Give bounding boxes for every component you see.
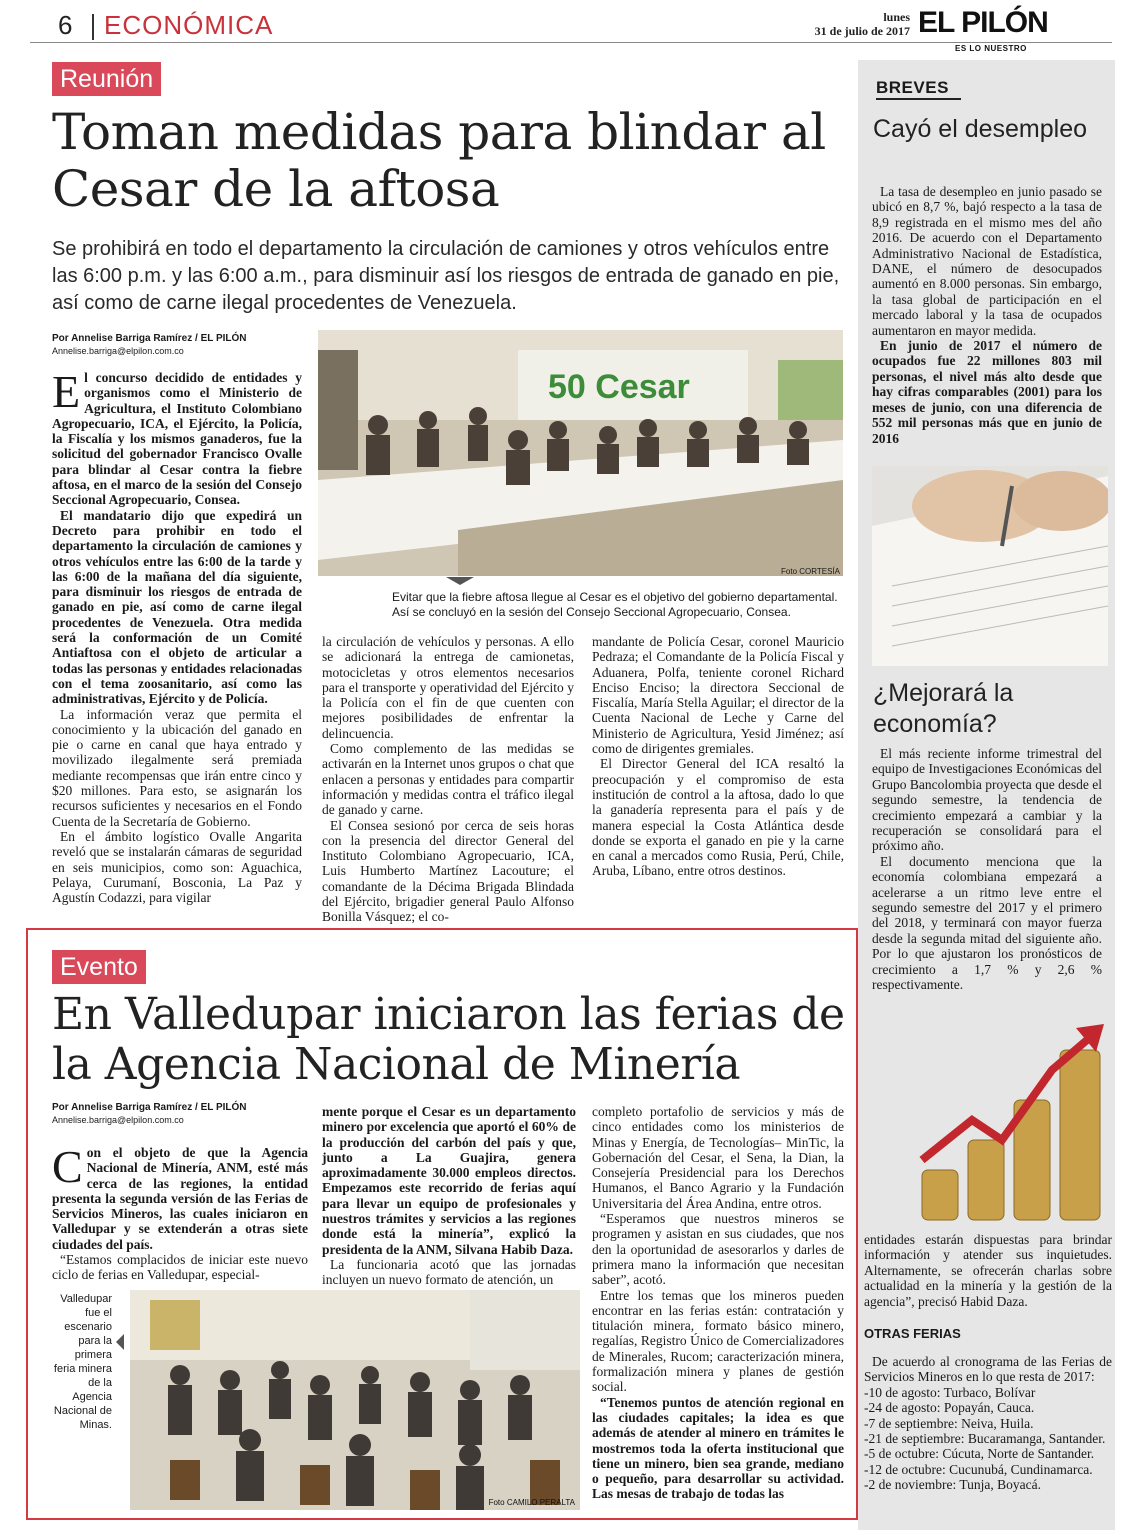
article2-headline: En Valledupar iniciaron las ferias de la Agencia Nacional de Minería <box>52 989 845 1090</box>
section-title: ECONÓMICA <box>104 10 274 40</box>
meeting-photo-art <box>318 330 843 576</box>
paragraph: La información veraz que permita el conocimiento y la ubicación del ganado en pie o carne en canal que haya entrado y movilizado ilegalmente será premiada mediante recompensas que irán entre cinco y $20 millones. Para esto, se asignarán los recursos suficientes y necesarios en el Fondo Cuenta de la Secretaría de Gobierno. <box>52 706 302 829</box>
article2-photo-caption: Valledupar fue el escenario para la primera feria minera de la Agencia Nacional de Minas. <box>53 1293 112 1431</box>
photo-sign-text: 50 Cesar <box>548 368 690 406</box>
brief1-body <box>872 184 1102 446</box>
paragraph: De acuerdo al cronograma de las Ferias de Servicios Mineros en lo que resta de 2017: <box>864 1354 1112 1385</box>
list-item: -21 de septiembre: Bucaramanga, Santander. <box>864 1431 1106 1447</box>
article2-column-1 <box>52 1141 308 1283</box>
meeting-photo <box>318 330 843 576</box>
caption-pointer-icon <box>116 1334 124 1350</box>
paragraph: El Director General del ICA resaltó la preocupación y el compromiso de esta institución de control a la aftosa, dado lo que la ganadería representa para el país y de manera especial la Costa Atlántica desde donde se exporta el ganado en pie y la carne en canal a mercados como Rusia, Perú, Chile, Aruba, Líbano, entre otros destinos. <box>592 756 844 879</box>
drop-cap: C <box>52 1141 83 1192</box>
paragraph: La tasa de desempleo en junio pasado se ubicó en 8,7 %, bajó respecto a la tasa de 8,9 registrada en el mismo mes del año 2016. De acuerdo con el Departamento Administrativo Nacional de Estadística, DANE, el número de desocupados aumentó en 8.000 personas. Sin embargo, la tasa global de participación en el mercado laboral y la tasa de ocupados aumentaron en mayor medida. <box>872 184 1102 338</box>
paragraph: El más reciente informe trimestral del equipo de Investigaciones Económicas del Grupo Bancolombia proyecta que desde el segundo semestre, la tendencia de crecimiento empezará a cambiar y la recuperación se consolidará para el próximo año. <box>872 746 1102 854</box>
paragraph: “Tenemos puntos de atención regional en las ciudades capitales; la idea es que además de atender al minero en trámites le mostremos toda la oferta institucional que tiene un minero, bien sea grande, mediano o pequeño, para desarrollar su actividad. Las mesas de trabajo de todas las <box>592 1394 844 1502</box>
article1-column-2 <box>322 634 574 925</box>
paragraph: En junio de 2017 el número de ocupados fue 22 millones 803 mil personas, el nivel más alto desde que hay cifras comparables (2001) para los meses de junio, con una diferencia de 552 mil personas más que en junio de 2016 <box>872 338 1102 446</box>
paragraph: El documento menciona que la economía colombiana empezará a acelerarse a un ritmo leve entre el segundo semestre del 2017 y el primero del 2018, y terminará con mayor fuerza desde la segunda mitad del siguiente año. Por lo que ajustaron los pronósticos de crecimiento a 1,7 % y 2,6 % respectivamente. <box>872 853 1102 993</box>
paragraph: La funcionaria acotó que las jornadas incluyen un nuevo formato de atención, un <box>322 1256 576 1288</box>
paragraph: “Esperamos que nuestros mineros se programen y asistan en sus ciudades, que nos den la oportunidad de asesorarlos y darles de primera mano la información que necesitan saber”, acotó. <box>592 1211 844 1288</box>
paragraph: la circulación de vehículos y personas. A ello se adicionará la entrega de camionetas, motocicletas y otros elementos necesarios para el transporte y operatividad del Ejército y la Policía con el fin de que cuenten con mejores posibilidades de enfrentar la delincuencia. <box>322 634 574 741</box>
coins-chart-icon <box>912 1000 1112 1232</box>
list-item: -24 de agosto: Popayán, Cauca. <box>864 1400 1035 1416</box>
article2-column-3 <box>592 1104 844 1502</box>
header-rule <box>30 42 1112 43</box>
drop-cap: E <box>52 366 81 417</box>
paragraph: mente porque el Cesar es un departamento minero por excelencia que aportó el 60% de la producción del carbón del país y que, junto a La Guajira, genera aproximadamente 30.000 empleos directos. Empezamos este recorrido de ferias aquí para llevar un equipo de profesionales y nuestros trámites y servicios a las regiones donde está la minería”, explicó la presidenta de la ANM, Silvana Habib Daza. <box>322 1104 576 1257</box>
article1-column-1 <box>52 366 302 906</box>
hand-writing-illustration <box>872 466 1108 666</box>
paragraph: on el objeto de que la Agencia Nacional de Minería, ANM, esté más cerca de las regiones, la entidad presenta la segunda versión de las Ferias de Servicios Mineros, las cuales iniciaron en Valledupar y se extenderán a otras siete ciudades del país. <box>52 1145 308 1252</box>
article2-byline: Por Annelise Barriga Ramírez / EL PILÓN <box>52 1102 247 1113</box>
article2-column-2 <box>322 1104 576 1288</box>
issue-date <box>770 10 910 38</box>
newspaper-logo: EL PILÓN <box>918 6 1048 39</box>
paragraph: mandante de Policía Cesar, coronel Mauricio Pedraza; el Comandante de la Policía Fiscal y Aduanera, Polfa, teniente coronel Richard Enciso Enciso; la directora Seccional de Fiscalía, María Stella Aguilar; el director de la Cuenta Nacional de Leche y Carne del Ministerio de Agricultura, Yesid Jiménez; así como de dirigentes gremiales. <box>592 634 844 757</box>
photo-caption: Evitar que la fiebre aftosa llegue al Cesar es el objetivo del gobierno departamental. Así se concluyó en la sesión del Consejo Seccional Agropecuario, Consea. <box>392 590 838 619</box>
caption-pointer-icon <box>446 577 474 585</box>
brief2-body <box>872 746 1102 993</box>
list-item: -10 de agosto: Turbaco, Bolívar <box>864 1384 1036 1400</box>
author-email: Annelise.barriga@elpilon.com.co <box>52 346 184 356</box>
article-lede: Se prohibirá en todo el departamento la circulación de camiones y otros vehículos entre las 6:00 p.m. y las 6:00 a.m., para disminuir así los riesgos de entrada de ganado en pie, así como de carne ilegal procedentes de Venezuela. <box>52 238 840 314</box>
otras-ferias-title: OTRAS FERIAS <box>864 1326 961 1341</box>
paragraph: completo portafolio de servicios y más de cinco entidades como los ministerios de Minas y Energía, de Tecnologías– MinTic, la Gobernación del Cesar, el Sena, la Dian, la Consejería Presidencial para los Derechos Humanos, el Banco Agrario y la Fundación Universitaria del Área Andina, entre otros. <box>592 1104 844 1211</box>
fair-photo-art <box>130 1290 580 1510</box>
article-tag-evento: Evento <box>52 950 146 984</box>
byline: Por Annelise Barriga Ramírez / EL PILÓN <box>52 333 247 344</box>
list-item: -2 de noviembre: Tunja, Boyacá. <box>864 1477 1041 1493</box>
paragraph: Como complemento de las medidas se activarán en la Internet unos grupos o chat que enlacen a personas y entidades para compartir información y medidas contra el tráfico ilegal de ganado y carne. <box>322 741 574 818</box>
brief1-headline: Cayó el desempleo <box>873 115 1088 143</box>
article1-column-3 <box>592 634 844 879</box>
paragraph: En el ámbito logístico Ovalle Angarita reveló que se instalarán cámaras de seguridad en seis municipios, como son: Aguachica, Pelaya, Curumaní, Bosconia, La Paz y Agustín Codazzi, para vigilar <box>52 828 302 906</box>
fair-photo <box>130 1290 580 1510</box>
logo-tagline: ES LO NUESTRO <box>955 44 1027 53</box>
paragraph: “Estamos complacidos de iniciar este nuevo ciclo de ferias en Valledupar, especial- <box>52 1252 308 1283</box>
page-number-divider <box>92 14 94 40</box>
page-number: 6 <box>58 10 73 40</box>
list-item: -5 de octubre: Cúcuta, Norte de Santander. <box>864 1446 1095 1462</box>
article2-photo-credit: Foto CAMILO PERALTA <box>488 1498 575 1507</box>
brief2-headline: ¿Mejorará la economía? <box>873 679 1014 738</box>
article2-continuation <box>864 1232 1112 1309</box>
issue-full-date: 31 de julio de 2017 <box>814 24 910 38</box>
otras-ferias-body <box>864 1354 1112 1493</box>
list-item: -7 de septiembre: Neiva, Huila. <box>864 1415 1034 1431</box>
paragraph: Entre los temas que los mineros pueden encontrar en las ferias están: contratación y titulación minera, formato básico minero, regalías, Registro Único de Comercializadores de Minerales, Rucom; caracterización minera, formalización minera y planes de gestión social. <box>592 1287 844 1395</box>
ferias-list <box>864 1385 1112 1493</box>
breves-label: BREVES <box>876 78 961 100</box>
paragraph: El mandatario dijo que expedirá un Decreto para prohibir en todo el departamento la circulación de camiones y otros vehículos entre las 6:00 de la tarde y las 6:00 de la mañana del día siguiente, para disminuir los riesgos de entrada de ganado en pie, así como de carne ilegal procedentes de Venezuela. Otra medida será la conformación de un Comité Antiaftosa con el objeto de articular a todas las personas y entidades relacionadas con el tema zoosanitario, así como las administrativas, Ejército y de Policía. <box>52 507 302 707</box>
issue-day: lunes <box>883 10 910 24</box>
article2-author-email: Annelise.barriga@elpilon.com.co <box>52 1115 184 1125</box>
desempleo-photo <box>872 466 1108 666</box>
photo-credit: Foto CORTESÍA <box>781 567 840 576</box>
coins-growth-illustration <box>912 1000 1112 1232</box>
paragraph: El Consea sesionó por cerca de seis horas con la presencia del director General del Instituto Colombiano Agropecuario, ICA, Luis Humberto Martínez Lacouture; el comandante de la Décima Brigada Blindada del Ejército, brigadier general Paulo Alfonso Bonilla Vásquez; el co- <box>322 817 574 925</box>
article-tag-reunion: Reunión <box>52 62 161 96</box>
paragraph: l concurso decidido de entidades y organismos como el Ministerio de Agricultura, el Instituto Colombiano Agropecuario, ICA, el Ejército, la Policía, la Fiscalía y los mismos ganaderos, fue la solicitud del gobernador Francisco Ovalle para blindar al Cesar contra la fiebre aftosa, en el marco de la sesión del Consejo Seccional Agropecuario, Consea. <box>52 370 302 508</box>
paragraph: entidades estarán dispuestas para brindar información y atender sus inquietudes. Alternamente, se ofrecerán charlas sobre actualidad en la minería y la gestión de la agencia”, precisó Habid Daza. <box>864 1232 1112 1309</box>
list-item: -12 de octubre: Cucunubá, Cundinamarca. <box>864 1461 1093 1477</box>
article-headline: Toman medidas para blindar al Cesar de la aftosa <box>52 103 826 218</box>
